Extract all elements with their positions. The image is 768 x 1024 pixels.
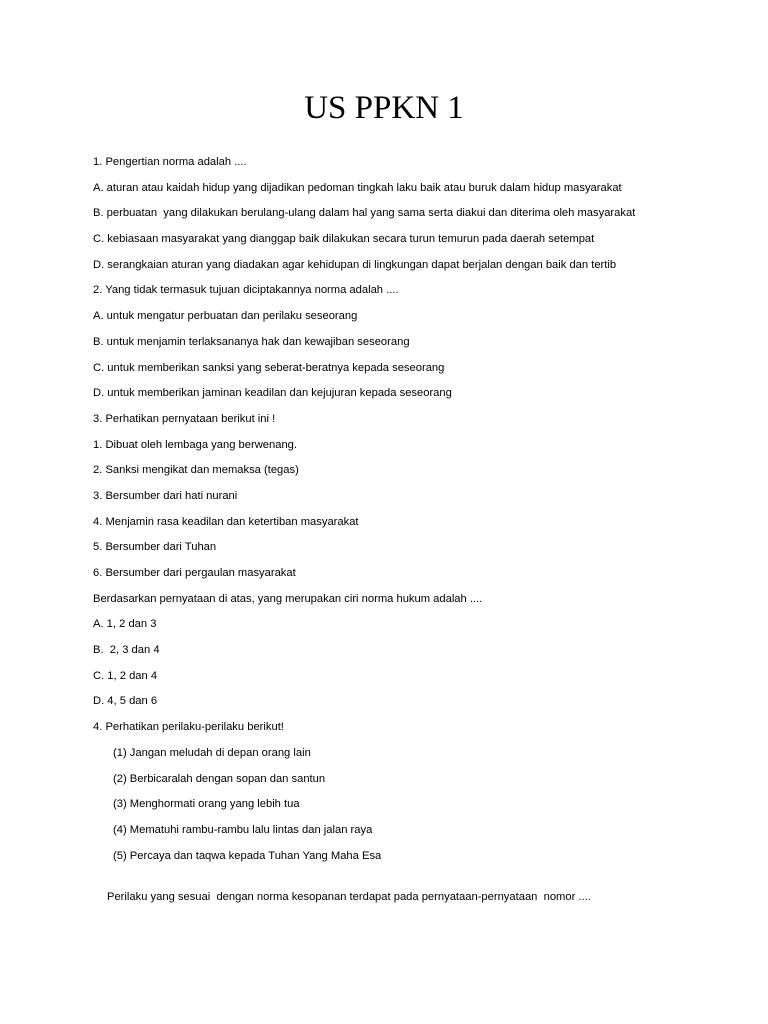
question-4: 4. Perhatikan perilaku-perilaku berikut! bbox=[93, 721, 284, 734]
q3-statement-4: 4. Menjamin rasa keadilan dan ketertiban masyarakat bbox=[93, 515, 359, 528]
q4-statement-2: (2) Berbicaralah dengan sopan dan santun bbox=[113, 772, 326, 785]
question-1: 1. Pengertian norma adalah .... bbox=[93, 156, 247, 168]
q2-option-a: A. untuk mengatur perbuatan dan perilaku seseorang bbox=[93, 310, 358, 323]
question-2: 2. Yang tidak termasuk tujuan diciptakannya norma adalah .... bbox=[93, 284, 399, 297]
q3-option-b: B. 2, 3 dan 4 bbox=[93, 644, 160, 657]
q4-statement-4: (4) Mematuhi rambu-rambu lalu lintas dan jalan raya bbox=[113, 823, 373, 836]
q1-option-d: D. serangkaian aturan yang diadakan agar kehidupan di lingkungan dapat berjalan dengan baik dan tertib bbox=[93, 258, 617, 271]
q3-option-d: D. 4, 5 dan 6 bbox=[93, 695, 158, 708]
q3-statement-6: 6. Bersumber dari pergaulan masyarakat bbox=[93, 567, 296, 579]
q3-option-a: A. 1, 2 dan 3 bbox=[93, 618, 157, 631]
q2-option-c: C. untuk memberikan sanksi yang seberat-beratnya kepada seseorang bbox=[93, 361, 445, 374]
q4-statement-5: (5) Percaya dan taqwa kepada Tuhan Yang Maha Esa bbox=[113, 849, 382, 862]
q3-prompt: Berdasarkan pernyataan di atas, yang merupakan ciri norma hukum adalah .... bbox=[93, 592, 483, 605]
document-title: US PPKN 1 bbox=[304, 90, 464, 126]
q4-prompt: Perilaku yang sesuai dengan norma kesopanan terdapat pada pernyataan-pernyataan nomor .... bbox=[107, 890, 591, 903]
q1-option-b: B. perbuatan yang dilakukan berulang-ulang dalam hal yang sama serta diakui dan diterima oleh masyarakat bbox=[93, 207, 636, 220]
q3-option-c: C. 1, 2 dan 4 bbox=[93, 669, 158, 682]
q1-option-c: C. kebiasaan masyarakat yang dianggap baik dilakukan secara turun temurun pada daerah setempat bbox=[93, 233, 595, 246]
q3-statement-5: 5. Bersumber dari Tuhan bbox=[93, 541, 217, 554]
q3-statement-3: 3. Bersumber dari hati nurani bbox=[93, 489, 238, 502]
q3-statement-1: 1. Dibuat oleh lembaga yang berwenang. bbox=[93, 438, 298, 451]
q3-statement-2: 2. Sanksi mengikat dan memaksa (tegas) bbox=[93, 464, 299, 477]
question-3: 3. Perhatikan pernyataan berikut ini ! bbox=[93, 412, 276, 425]
q4-statement-1: (1) Jangan meludah di depan orang lain bbox=[113, 746, 311, 759]
q2-option-b: B. untuk menjamin terlaksananya hak dan kewajiban seseorang bbox=[93, 335, 410, 348]
q1-option-a: A. aturan atau kaidah hidup yang dijadikan pedoman tingkah laku baik atau buruk dalam hidup masyarakat bbox=[93, 181, 622, 194]
document-body bbox=[93, 152, 733, 912]
q2-option-d: D. untuk memberikan jaminan keadilan dan kejujuran kepada seseorang bbox=[93, 387, 452, 400]
q4-statement-3: (3) Menghormati orang yang lebih tua bbox=[113, 798, 300, 811]
